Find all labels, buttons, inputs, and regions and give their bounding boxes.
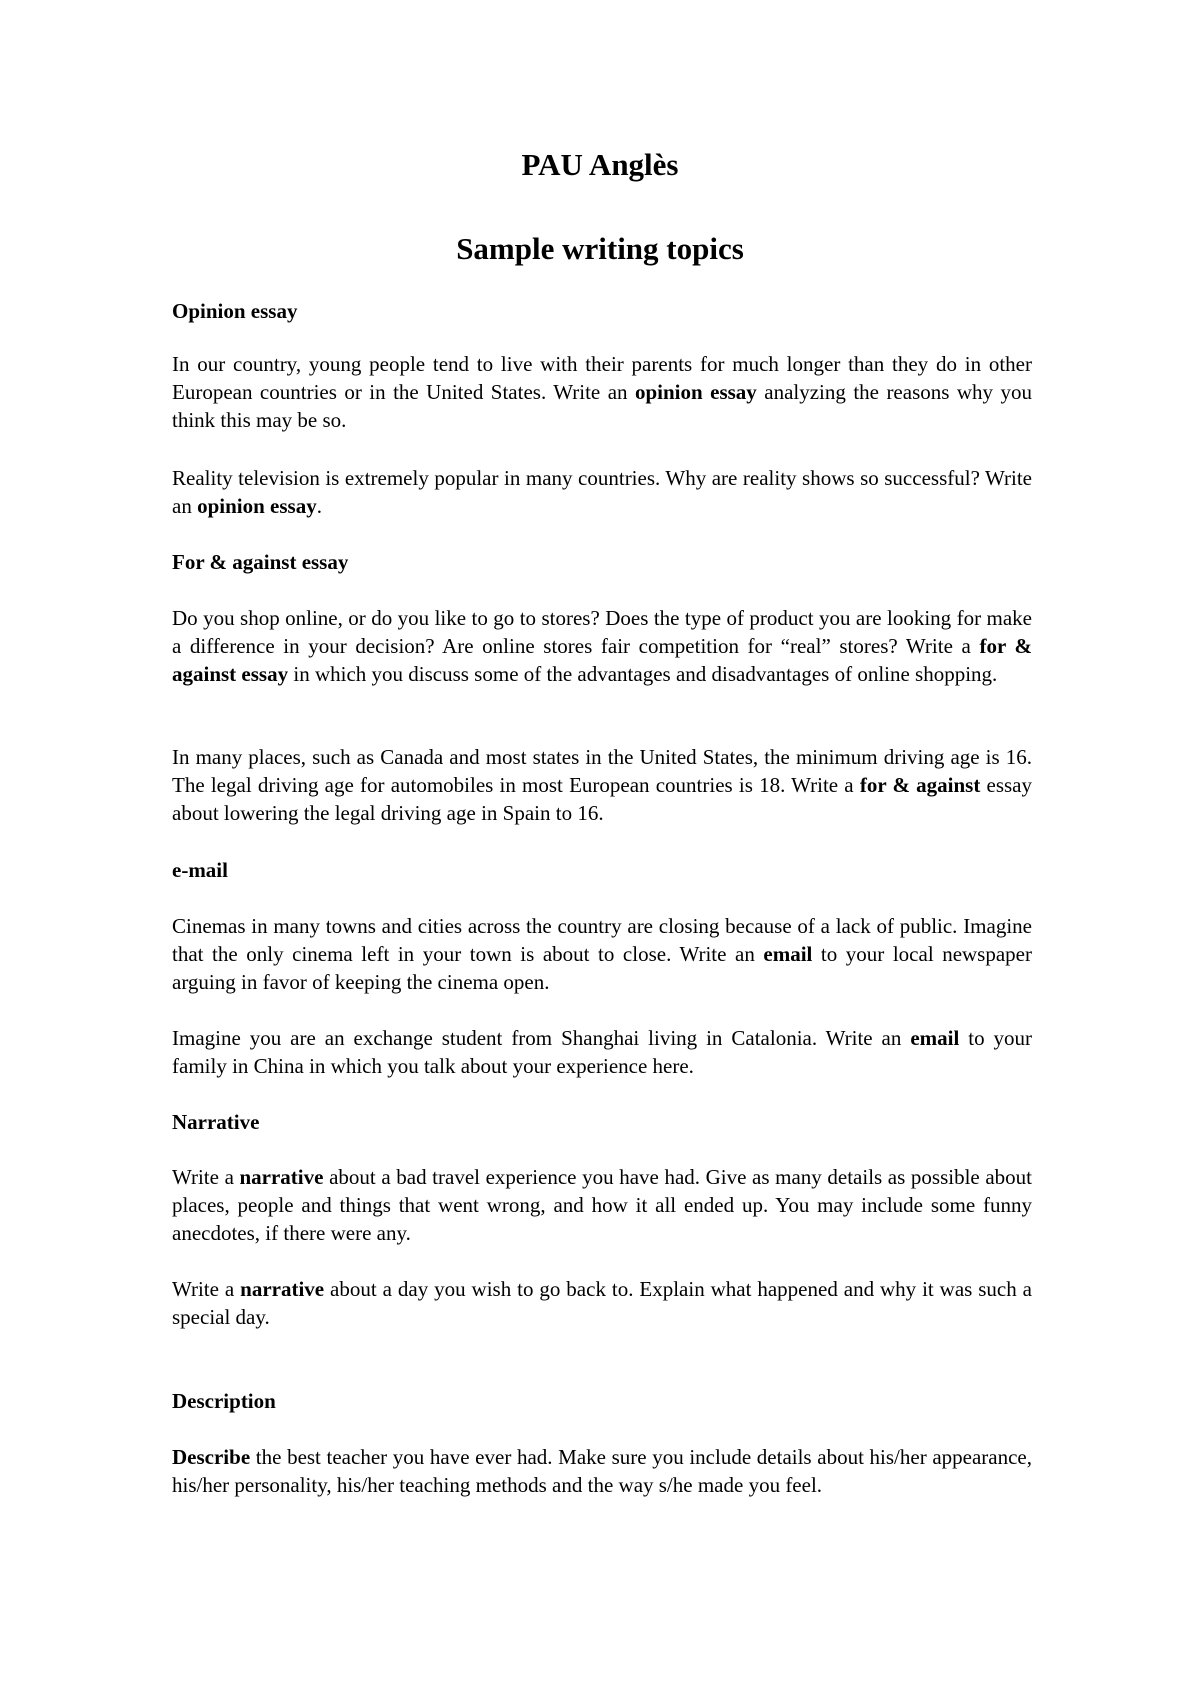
document-title: PAU Anglès — [521, 147, 679, 182]
section-heading-description: Description — [172, 1389, 276, 1413]
paragraph-narrative-2: Write a narrative about a day you wish to go back to. Explain what happened and why it was such a special day. — [172, 1277, 1032, 1329]
paragraph-for-against-1: Do you shop online, or do you like to go to stores? Does the type of product you are looking for make a difference in your decision? Are online stores fair competition for “real” stores? Write a for & against essay in which you discuss some of the advantages and disadvantages of online shopping. — [172, 606, 1032, 686]
paragraph-narrative-1: Write a narrative about a bad travel experience you have had. Give as many details as possible about places, people and things that went wrong, and how it all ended up. You may include some funny anecdotes, if there were any. — [172, 1165, 1032, 1245]
section-heading-email: e-mail — [172, 858, 228, 882]
section-heading-opinion-essay: Opinion essay — [172, 299, 298, 323]
paragraph-opinion-1: In our country, young people tend to live with their parents for much longer than they do in other European countries or in the United States. Write an opinion essay analyzing the reasons why you think this may be so. — [172, 352, 1032, 432]
paragraph-description-1: Describe the best teacher you have ever had. Make sure you include details about his/her appearance, his/her personality, his/her teaching methods and the way s/he made you feel. — [172, 1445, 1032, 1497]
document-subtitle: Sample writing topics — [456, 231, 744, 266]
paragraph-email-2: Imagine you are an exchange student from Shanghai living in Catalonia. Write an email to your family in China in which you talk about your experience here. — [172, 1026, 1032, 1078]
paragraph-for-against-2: In many places, such as Canada and most states in the United States, the minimum driving age is 16. The legal driving age for automobiles in most European countries is 18. Write a for & against essay about lowering the legal driving age in Spain to 16. — [172, 745, 1032, 825]
paragraph-opinion-2: Reality television is extremely popular in many countries. Why are reality shows so successful? Write an opinion essay. — [172, 466, 1032, 518]
paragraph-email-1: Cinemas in many towns and cities across the country are closing because of a lack of public. Imagine that the only cinema left in your town is about to close. Write an email to your local newspaper arguing in favor of keeping the cinema open. — [172, 914, 1032, 994]
section-heading-narrative: Narrative — [172, 1110, 260, 1134]
section-heading-for-against-essay: For & against essay — [172, 550, 349, 574]
